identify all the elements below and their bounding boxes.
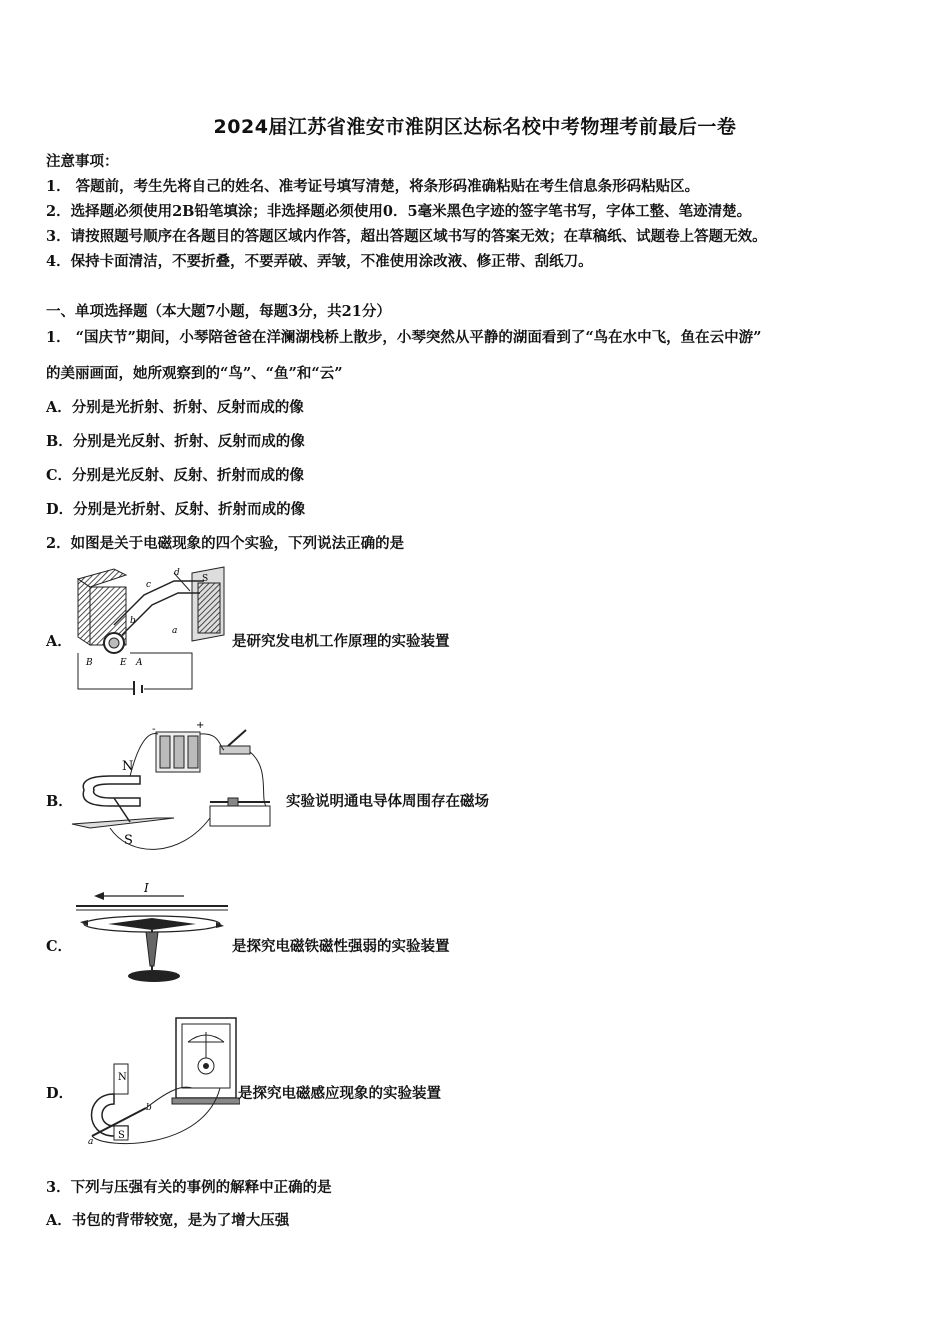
notice-item: 1． 答题前，考生先将自己的姓名、准考证号填写清楚，将条形码准确粘贴在考生信息条形码粘贴区。 (46, 178, 700, 195)
notice-item: 3．请按照题号顺序在各题目的答题区域内作答，超出答题区域书写的答案无效；在草稿纸、试题卷上答题无效。 (46, 228, 767, 245)
figure-a-label-s: S (202, 574, 209, 584)
figure-b-label-s: S (124, 833, 133, 848)
q1-option-d: D．分别是光折射、反射、折射而成的像 (46, 501, 306, 518)
question-1-stem-cont: 的美丽画面，她所观察到的“鸟”、“鱼”和“云” (46, 365, 343, 382)
notice-heading: 注意事项： (46, 153, 119, 170)
figure-d-induction-apparatus (84, 1014, 240, 1150)
figure-d-label-a: a (88, 1137, 94, 1147)
q2-option-c-label: C． (46, 938, 73, 955)
figure-a-label-brush-a: A (136, 658, 143, 668)
q2-option-a-text: 是研究发电机工作原理的实验装置 (232, 633, 450, 650)
page-title: 2024届江苏省淮安市淮阴区达标名校中考物理考前最后一卷 (213, 116, 737, 138)
figure-a-motor-apparatus (74, 565, 230, 695)
q1-option-c: C．分别是光反射、反射、折射而成的像 (46, 467, 305, 484)
q2-option-d-text: 是探究电磁感应现象的实验装置 (238, 1085, 441, 1102)
q1-option-b: B．分别是光反射、折射、反射而成的像 (46, 433, 305, 450)
question-2-stem: 2．如图是关于电磁现象的四个实验，下列说法正确的是 (46, 535, 405, 552)
figure-a-label-e: E (120, 658, 127, 668)
q2-option-b-text: 实验说明通电导体周围存在磁场 (286, 793, 489, 810)
figure-b-label-minus: - (152, 724, 156, 735)
q2-option-d-label: D． (46, 1085, 74, 1102)
figure-d-label-n: N (118, 1072, 127, 1083)
q1-option-a: A．分别是光折射、折射、反射而成的像 (46, 399, 304, 416)
question-1-stem: 1． “国庆节”期间，小琴陪爸爸在洋澜湖栈桥上散步，小琴突然从平静的湖面看到了“鸟在水中飞，鱼在云中游” (46, 329, 762, 346)
notice-item: 2．选择题必须使用2B铅笔填涂；非选择题必须使用0．5毫米黑色字迹的签字笔书写，字体工整、笔迹清楚。 (46, 203, 752, 220)
notice-item: 4．保持卡面清洁，不要折叠，不要弄破、弄皱，不准使用涂改液、修正带、刮纸刀。 (46, 253, 593, 270)
figure-d-label-b: b (146, 1103, 152, 1113)
figure-a-label-d: d (174, 568, 180, 578)
figure-b-label-n: N (122, 759, 134, 774)
figure-c-label-i: I (144, 881, 149, 895)
q2-option-b-label: B． (46, 793, 73, 810)
q3-option-a: A．书包的背带较宽，是为了增大压强 (46, 1212, 290, 1229)
figure-a-label-c: c (146, 580, 152, 590)
figure-a-label-a: a (172, 626, 178, 636)
q2-option-c-text: 是探究电磁铁磁性强弱的实验装置 (232, 938, 450, 955)
figure-a-label-brush-b: B (86, 658, 93, 668)
q2-option-a-label: A． (46, 633, 72, 650)
figure-b-circuit-apparatus (70, 718, 284, 860)
figure-b-label-plus: + (196, 720, 205, 731)
figure-a-label-b: b (130, 616, 136, 626)
section-heading: 一、单项选择题（本大题7小题，每题3分，共21分） (46, 303, 391, 320)
figure-d-label-s: S (118, 1130, 125, 1141)
question-3-stem: 3．下列与压强有关的事例的解释中正确的是 (46, 1179, 332, 1196)
figure-c-oersted-apparatus (74, 880, 230, 990)
